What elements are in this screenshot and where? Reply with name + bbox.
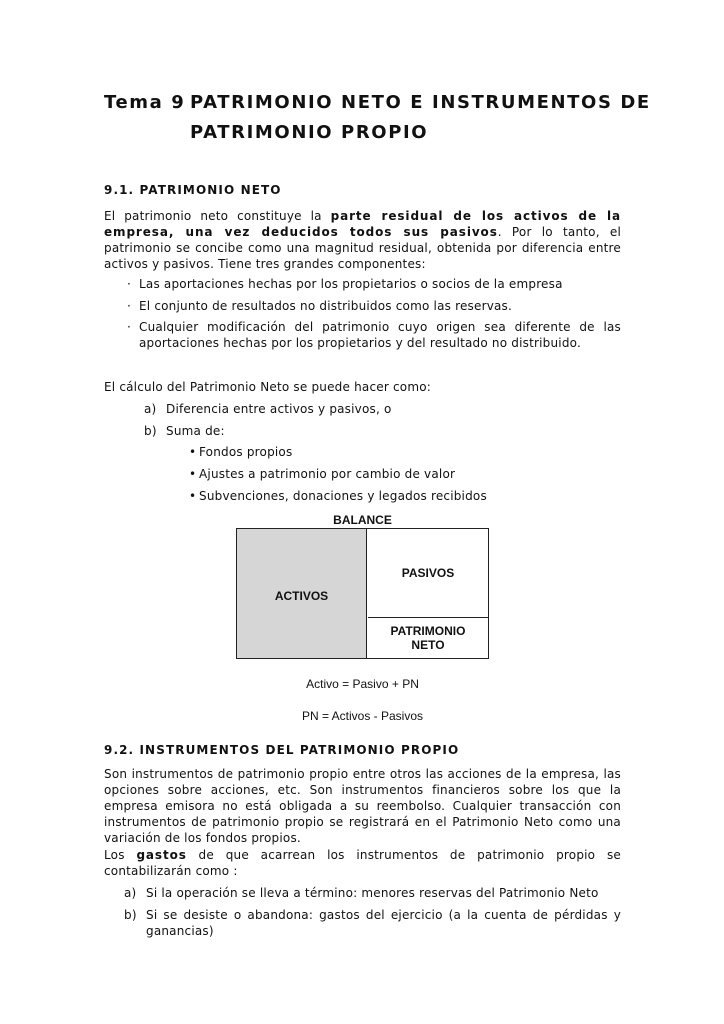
component-bullet-3 <box>127 319 621 351</box>
calc-option-a-marker: a) <box>144 402 157 416</box>
chapter-number: Tema 9 <box>104 92 186 113</box>
bullet-marker: · <box>127 277 132 291</box>
component-bullet-1 <box>127 276 619 292</box>
formula-pn: PN = Activos - Pasivos <box>301 709 424 723</box>
gastos-text-end: de que acarrean los instrumentos de patrimonio propio se contabilizarán como : <box>104 848 622 878</box>
gastos-item-a <box>124 885 621 901</box>
calc-intro: El cálculo del Patrimonio Neto se puede hacer como: <box>104 380 431 394</box>
sum-item-text-3: Subvenciones, donaciones y legados recibidos <box>199 489 487 503</box>
calc-option-a <box>144 401 466 417</box>
gastos-item-b-marker: b) <box>124 908 137 922</box>
component-text-2: El conjunto de resultados no distribuidos como las reservas. <box>139 299 513 313</box>
gastos-item-b-text: Si se desiste o abandona: gastos del ejercicio (a la cuenta de pérdidas y ganancias) <box>146 908 621 938</box>
calc-option-b <box>144 423 466 439</box>
balance-pn-line-2: NETO <box>411 638 445 652</box>
chapter-title-line-2: PATRIMONIO PROPIO <box>190 122 429 143</box>
intro-paragraph <box>104 208 621 272</box>
balance-activos: ACTIVOS <box>237 529 367 658</box>
chapter-title-line-1: PATRIMONIO NETO E INSTRUMENTOS DE <box>190 92 651 113</box>
bullet-marker: · <box>127 299 132 313</box>
sum-marker: • <box>189 445 197 459</box>
sum-marker: • <box>189 489 197 503</box>
calc-option-a-text: Diferencia entre activos y pasivos, o <box>166 402 392 416</box>
sum-item-3 <box>189 488 519 504</box>
component-text-3: Cualquier modificación del patrimonio cuyo origen sea diferente de las aportaciones hechas por los propietarios y del resultado no distribuido. <box>139 320 621 350</box>
gastos-text-start: Los <box>104 848 137 862</box>
section-heading-2: 9.2. INSTRUMENTOS DEL PATRIMONIO PROPIO <box>104 743 460 757</box>
component-text-1: Las aportaciones hechas por los propietarios o socios de la empresa <box>139 277 563 291</box>
sum-item-text-2: Ajustes a patrimonio por cambio de valor <box>199 467 456 481</box>
sum-marker: • <box>189 467 197 481</box>
gastos-item-a-text: Si la operación se lleva a término: menores reservas del Patrimonio Neto <box>146 886 599 900</box>
chapter-title-text <box>190 88 660 148</box>
sum-item-text-1: Fondos propios <box>199 445 293 459</box>
component-bullet-2 <box>127 298 619 314</box>
balance-pn-line-1: PATRIMONIO <box>390 624 466 638</box>
gastos-item-a-marker: a) <box>124 886 137 900</box>
intro-text-end: . Por lo tanto, el patrimonio se concibe como una magnitud residual, obtenida por diferencia entre activos y pasivos. Tiene tres grandes componentes: <box>104 225 621 271</box>
calc-option-b-text: Suma de: <box>166 424 225 438</box>
intro-text-start: El patrimonio neto constituye la <box>104 209 331 223</box>
instruments-paragraph: Son instrumentos de patrimonio propio entre otros las acciones de la empresa, las opciones sobre acciones, etc. Son instrumentos financieros sobre los que la empresa emisora no está obligada a su reembolso. Cualquier transacción con instrumentos de patrimonio propio se registrará en el Patrimonio Neto como una variación de los fondos propios. <box>104 767 621 845</box>
sum-item-1 <box>189 444 519 460</box>
balance-diagram <box>236 528 489 659</box>
intro-text-bold: parte residual de los activos de la empresa, una vez deducidos todos sus pasivos <box>104 209 622 239</box>
balance-pasivos: PASIVOS <box>368 529 488 618</box>
gastos-text-bold: gastos <box>136 848 187 862</box>
section-heading-1: 9.1. PATRIMONIO NETO <box>104 183 282 197</box>
balance-patrimonio-neto <box>368 618 488 658</box>
formula-activo: Activo = Pasivo + PN <box>306 677 419 691</box>
calc-option-b-marker: b) <box>144 424 157 438</box>
sum-item-2 <box>189 466 519 482</box>
gastos-item-b <box>124 907 621 939</box>
balance-title: BALANCE <box>333 513 392 527</box>
gastos-paragraph <box>104 847 621 879</box>
bullet-marker: · <box>127 320 132 334</box>
